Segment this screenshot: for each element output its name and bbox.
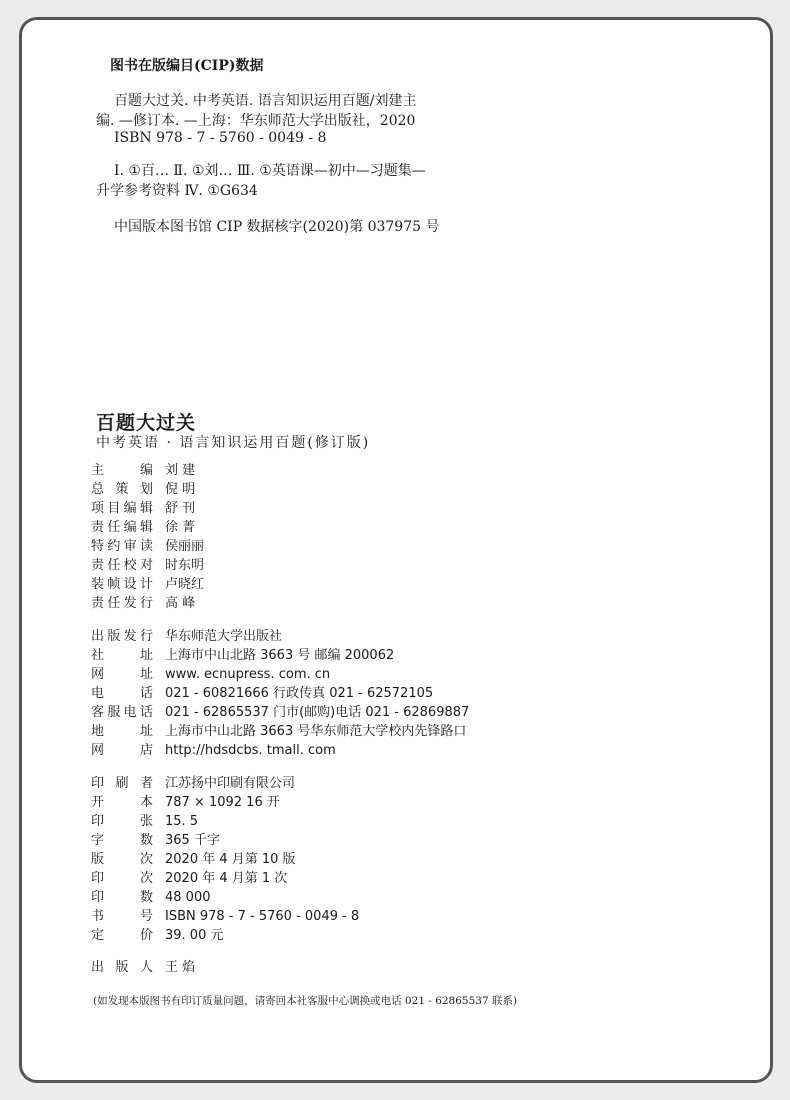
credit-label: 主编 (91, 463, 153, 478)
book-title: 百题大过关 (96, 412, 197, 434)
cip-record-number: 中国版本图书馆 CIP 数据核字(2020)第 037975 号 (114, 219, 440, 235)
spec-value: 365 千字 (165, 833, 220, 848)
online-store-value: http://hdsdcbs. tmall. com (165, 743, 336, 758)
credit-label: 责任校对 (91, 558, 153, 573)
spec-label: 印张 (91, 814, 153, 829)
spec-label: 字数 (91, 833, 153, 848)
cip-classification-2: 升学参考资料 Ⅳ. ①G634 (96, 183, 258, 199)
spec-value: ISBN 978 - 7 - 5760 - 0049 - 8 (165, 909, 360, 924)
credit-label: 特约审读 (91, 539, 153, 554)
publisher-label: 社址 (91, 648, 153, 663)
website-value: www. ecnupress. com. cn (165, 667, 331, 682)
book-subtitle: 中考英语 · 语言知识运用百题(修订版) (96, 435, 371, 451)
spec-label: 定价 (91, 928, 153, 943)
spec-label: 印次 (91, 871, 153, 886)
cip-line-1: 百题大过关. 中考英语. 语言知识运用百题/刘建主 (114, 93, 417, 109)
spec-label: 书号 (91, 909, 153, 924)
spec-label: 印数 (91, 890, 153, 905)
credit-value: 高 峰 (165, 596, 196, 611)
spec-label: 开本 (91, 795, 153, 810)
price-value: 39. 00 元 (165, 928, 224, 943)
credit-label: 装帧设计 (91, 577, 153, 592)
spec-value: 2020 年 4 月第 10 版 (165, 852, 296, 867)
credit-value: 舒 刊 (165, 501, 196, 516)
cip-heading: 图书在版编目(CIP)数据 (110, 58, 264, 74)
publisher-value: 021 - 62865537 门市(邮购)电话 021 - 62869887 (165, 705, 470, 720)
publisher-label: 网址 (91, 667, 153, 682)
credit-value: 侯丽丽 (165, 539, 205, 554)
credit-value: 时东明 (165, 558, 205, 573)
spec-value: 2020 年 4 月第 1 次 (165, 871, 288, 886)
spec-value: 15. 5 (165, 814, 199, 829)
credit-value: 刘 建 (165, 463, 196, 478)
publisher-label: 网店 (91, 743, 153, 758)
credit-label: 总策划 (91, 482, 153, 497)
publisher-label: 电话 (91, 686, 153, 701)
publisher-value: 021 - 60821666 行政传真 021 - 62572105 (165, 686, 434, 701)
credit-label: 责任编辑 (91, 520, 153, 535)
publisher-label: 客服电话 (91, 705, 153, 720)
spec-label: 版次 (91, 852, 153, 867)
publisher-person-value: 王 焰 (165, 960, 196, 975)
cip-classification-1: Ⅰ. ①百… Ⅱ. ①刘… Ⅲ. ①英语课—初中—习题集— (114, 163, 426, 179)
publisher-value: 华东师范大学出版社 (165, 629, 283, 644)
spec-value: 48 000 (165, 890, 211, 905)
publisher-label: 出版发行 (91, 629, 153, 644)
credit-label: 责任发行 (91, 596, 153, 611)
quality-footnote: (如发现本版图书有印订质量问题，请寄回本社客服中心调换或电话 021 - 62865537 联系) (93, 995, 518, 1007)
publisher-value: 上海市中山北路 3663 号 邮编 200062 (165, 648, 395, 663)
credit-value: 徐 菁 (165, 520, 196, 535)
spec-value: 江苏扬中印刷有限公司 (165, 776, 296, 791)
spec-value: 787 × 1092 16 开 (165, 795, 280, 810)
credit-value: 卢晓红 (165, 577, 205, 592)
credit-label: 项目编辑 (91, 501, 153, 516)
spec-label: 印刷者 (91, 776, 153, 791)
publisher-label: 地址 (91, 724, 153, 739)
cip-isbn: ISBN 978 - 7 - 5760 - 0049 - 8 (114, 130, 327, 146)
cip-line-2: 编. —修订本. —上海：华东师范大学出版社，2020 (96, 113, 416, 129)
publisher-value: 上海市中山北路 3663 号华东师范大学校内先锋路口 (165, 724, 467, 739)
credit-value: 倪 明 (165, 482, 196, 497)
publisher-person-label: 出版人 (91, 960, 153, 975)
